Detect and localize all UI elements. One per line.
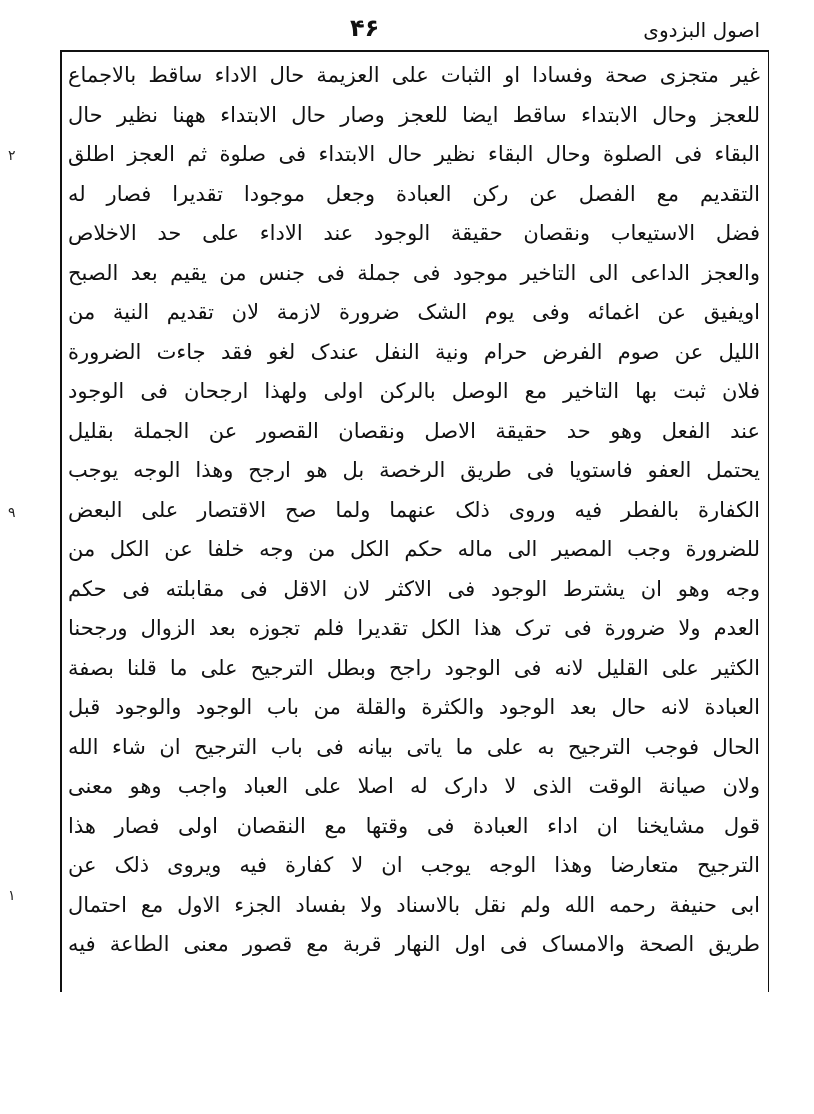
text-line: العبادة لانه حال بعد الوجود والکثرة والقلة من باب الوجود والوجود قبل (68, 695, 760, 719)
text-line: التقدیم مع الفصل عن رکن العبادة وجعل موجودا تقدیرا فصار له (68, 181, 760, 206)
text-line: الکثیر علی القلیل لانه فی الوجود راجح وبطل الترجیح علی ما قلنا بصفة (68, 655, 760, 680)
text-line: طریق الصحة والامساک فی اول النهار قربة مع قصور معنی الطاعة فیه (68, 932, 760, 956)
text-line: قول مشایخنا ان اداء العبادة فی وقتها مع النقصان اولی فصار هذا (68, 813, 760, 838)
text-line: ابی حنیفة رحمه الله ولم نقل بالاسناد ولا بفساد الجزء الاول مع احتمال (68, 892, 760, 917)
main-text-block (68, 56, 760, 965)
text-line: الحال فوجب الترجیح به علی ما یاتی بیانه فی باب الترجیح ان شاء الله (68, 734, 760, 759)
margin-marker: ٩ (8, 505, 16, 521)
text-line: وجه وهو ان یشترط الوجود فی الاکثر لان الاقل فی مقابلته فی حکم (68, 576, 760, 601)
text-line: للضرورة وجب المصیر الی ماله حکم الکل من وجه خلفا عن الکل من (68, 537, 760, 561)
page-header (60, 14, 760, 54)
text-line: البقاء فی الصلوة وحال البقاء نظیر حال الابتداء فی صلوة ثم العجز اطلق (68, 142, 760, 166)
text-line: غیر متجزی صحة وفسادا او الثبات علی العزیمة حال الاداء ساقط بالاجماع (68, 63, 760, 87)
text-line: فلان ثبت بها التاخیر مع الوصل بالرکن اولی ولهذا ارجحان فی الوجود (68, 379, 760, 403)
margin-marker: ١ (8, 888, 16, 904)
text-line: للعجز وحال الابتداء ساقط ایضا للعجز وصار حال الابتداء ههنا نظیر حال (68, 102, 760, 127)
text-line: عند الفعل وهو حد حقیقة الاصل ونقصان القصور عن الجملة بقلیل (68, 418, 760, 443)
running-title: اصول البزدوی (643, 18, 760, 42)
text-line: یحتمل العفو فاستویا فی طریق الرخصة بل هو ارجح وهذا الوجه یوجب (68, 458, 760, 482)
text-line: اویفیق عن اغمائه وفی یوم الشک ضرورة لازمة لان تقدیم النیة من (68, 300, 760, 324)
text-line: العدم ولا ضرورة فی ترک هذا الکل تقدیرا فلم تجوزه بعد الزوال ورجحنا (68, 616, 760, 640)
text-line: والعجز الداعی الی التاخیر موجود فی جملة فی جنس من یقیم بعد الصبح (68, 260, 760, 285)
text-line: الکفارة بالفطر فیه وروی ذلک عنهما ولما صح الاقتصار علی البعض (68, 497, 760, 522)
text-line: الترجیح متعارضا وهذا الوجه یوجب ان لا کفارة فیه ویروی ذلک عن (68, 853, 760, 877)
text-line: فضل الاستیعاب ونقصان حقیقة الوجود عند الاداء علی حد الاخلاص (68, 221, 760, 245)
page-number: ۴۶ (350, 14, 380, 42)
text-line: اللیل عن صوم الفرض حرام ونیة النفل عندک لغو فقد جاءت الضرورة (68, 339, 760, 364)
text-line: ولان صیانة الوقت الذی لا دارک له اصلا علی العباد واجب وهو معنی (68, 774, 760, 798)
margin-marker: ٢ (8, 148, 16, 164)
